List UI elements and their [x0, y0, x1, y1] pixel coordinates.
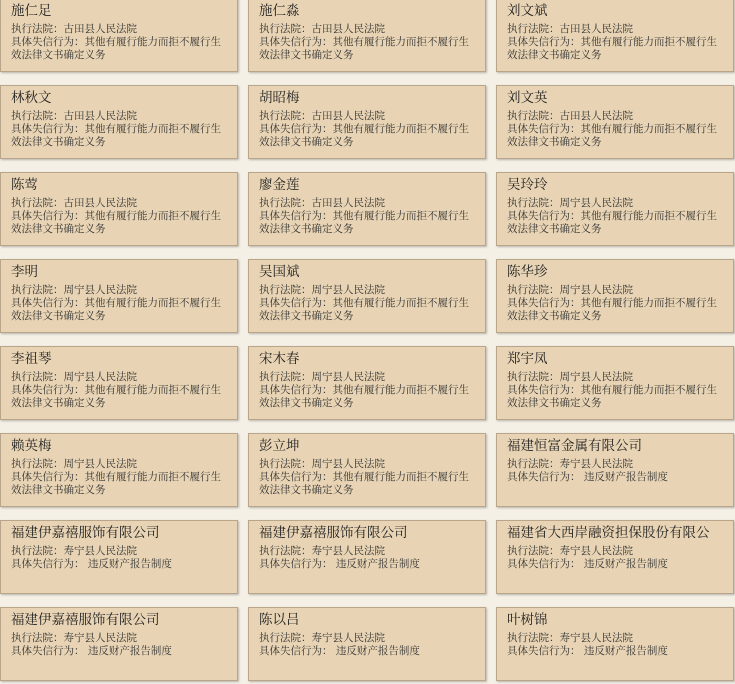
court-line	[507, 284, 727, 297]
court-label: 执行法院：	[507, 632, 560, 644]
behavior-value: 其他有履行能力而拒不履行生效法律文书确定义务	[507, 297, 717, 322]
record-name[interactable]: 陈莺	[11, 177, 38, 193]
court-label: 执行法院：	[11, 23, 64, 35]
behavior-value: 违反财产报告制度	[84, 558, 172, 570]
court-value: 周宁县人民法院	[559, 197, 633, 209]
record-name[interactable]: 陈以吕	[259, 612, 300, 628]
behavior-label: 具体失信行为：	[259, 36, 333, 48]
court-label: 执行法院：	[11, 110, 64, 122]
record-card[interactable]	[248, 85, 486, 159]
behavior-value: 违反财产报告制度	[580, 645, 668, 657]
behavior-value: 违反财产报告制度	[580, 558, 668, 570]
dishonest-behavior-line	[507, 471, 727, 484]
court-label: 执行法院：	[259, 23, 312, 35]
court-label: 执行法院：	[259, 110, 312, 122]
court-value: 周宁县人民法院	[63, 371, 137, 383]
court-label: 执行法院：	[507, 110, 560, 122]
court-value: 寿宁县人民法院	[63, 632, 137, 644]
court-label: 执行法院：	[11, 458, 64, 470]
court-label: 执行法院：	[11, 632, 64, 644]
dishonest-behavior-line	[259, 36, 479, 62]
record-name[interactable]: 叶树锦	[507, 612, 548, 628]
record-name[interactable]: 郑宇凤	[507, 351, 548, 367]
court-line	[507, 110, 727, 123]
record-name[interactable]: 胡昭梅	[259, 90, 300, 106]
record-name[interactable]: 陈华珍	[507, 264, 548, 280]
court-value: 周宁县人民法院	[559, 371, 633, 383]
record-card[interactable]	[0, 85, 238, 159]
court-line	[507, 545, 727, 558]
record-name[interactable]: 施仁足	[11, 3, 52, 19]
behavior-value: 违反财产报告制度	[332, 558, 420, 570]
behavior-label: 具体失信行为：	[259, 558, 333, 570]
dishonest-behavior-line	[11, 558, 231, 571]
behavior-value: 其他有履行能力而拒不履行生效法律文书确定义务	[507, 210, 717, 235]
record-card[interactable]	[0, 520, 238, 594]
dishonest-behavior-line	[11, 36, 231, 62]
court-value: 寿宁县人民法院	[559, 458, 633, 470]
court-line	[11, 632, 231, 645]
dishonest-behavior-line	[259, 297, 479, 323]
record-name[interactable]: 刘文斌	[507, 3, 548, 19]
behavior-value: 违反财产报告制度	[332, 645, 420, 657]
dishonest-behavior-line	[259, 471, 479, 497]
behavior-value: 其他有履行能力而拒不履行生效法律文书确定义务	[11, 36, 221, 61]
court-value: 古田县人民法院	[311, 110, 385, 122]
dishonest-behavior-line	[507, 384, 727, 410]
court-value: 周宁县人民法院	[559, 284, 633, 296]
court-value: 寿宁县人民法院	[311, 632, 385, 644]
record-card[interactable]	[248, 0, 486, 72]
dishonest-behavior-line	[507, 210, 727, 236]
court-line	[11, 23, 231, 36]
record-name[interactable]: 彭立坤	[259, 438, 300, 454]
behavior-value: 其他有履行能力而拒不履行生效法律文书确定义务	[259, 297, 469, 322]
court-value: 周宁县人民法院	[311, 371, 385, 383]
behavior-label: 具体失信行为：	[507, 384, 581, 396]
behavior-label: 具体失信行为：	[259, 384, 333, 396]
behavior-label: 具体失信行为：	[11, 36, 85, 48]
dishonest-behavior-line	[259, 210, 479, 236]
court-value: 古田县人民法院	[63, 23, 137, 35]
behavior-value: 其他有履行能力而拒不履行生效法律文书确定义务	[259, 123, 469, 148]
behavior-label: 具体失信行为：	[259, 645, 333, 657]
court-value: 古田县人民法院	[559, 23, 633, 35]
court-label: 执行法院：	[259, 545, 312, 557]
court-line	[507, 632, 727, 645]
court-line	[259, 197, 479, 210]
court-value: 古田县人民法院	[63, 110, 137, 122]
court-line	[259, 545, 479, 558]
record-card[interactable]	[248, 607, 486, 681]
court-value: 古田县人民法院	[311, 23, 385, 35]
court-label: 执行法院：	[11, 545, 64, 557]
court-line	[507, 23, 727, 36]
court-label: 执行法院：	[507, 371, 560, 383]
behavior-label: 具体失信行为：	[259, 471, 333, 483]
record-name[interactable]: 吴国斌	[259, 264, 300, 280]
court-value: 周宁县人民法院	[311, 458, 385, 470]
behavior-label: 具体失信行为：	[507, 645, 581, 657]
court-line	[259, 284, 479, 297]
behavior-label: 具体失信行为：	[259, 210, 333, 222]
dishonest-behavior-line	[507, 558, 727, 571]
behavior-label: 具体失信行为：	[11, 297, 85, 309]
record-card[interactable]	[248, 433, 486, 507]
record-card[interactable]	[0, 433, 238, 507]
record-card[interactable]	[248, 172, 486, 246]
court-value: 古田县人民法院	[311, 197, 385, 209]
behavior-label: 具体失信行为：	[11, 471, 85, 483]
behavior-label: 具体失信行为：	[259, 297, 333, 309]
court-label: 执行法院：	[259, 632, 312, 644]
behavior-label: 具体失信行为：	[11, 645, 85, 657]
dishonest-behavior-line	[259, 558, 479, 571]
record-card[interactable]	[496, 433, 734, 507]
record-name[interactable]: 赖英梅	[11, 438, 52, 454]
dishonest-behavior-line	[11, 297, 231, 323]
behavior-value: 其他有履行能力而拒不履行生效法律文书确定义务	[507, 36, 717, 61]
record-name[interactable]: 施仁淼	[259, 3, 300, 19]
court-value: 寿宁县人民法院	[63, 545, 137, 557]
record-card[interactable]	[248, 259, 486, 333]
behavior-value: 其他有履行能力而拒不履行生效法律文书确定义务	[11, 384, 221, 409]
court-value: 周宁县人民法院	[63, 284, 137, 296]
court-label: 执行法院：	[507, 197, 560, 209]
dishonest-behavior-line	[507, 36, 727, 62]
behavior-value: 违反财产报告制度	[84, 645, 172, 657]
behavior-value: 其他有履行能力而拒不履行生效法律文书确定义务	[259, 210, 469, 235]
court-line	[11, 545, 231, 558]
record-name[interactable]: 刘文英	[507, 90, 548, 106]
record-card[interactable]	[496, 259, 734, 333]
record-card[interactable]	[496, 85, 734, 159]
dishonest-behavior-line	[507, 123, 727, 149]
court-line	[11, 458, 231, 471]
court-line	[11, 371, 231, 384]
dishonest-behavior-line	[11, 645, 231, 658]
behavior-label: 具体失信行为：	[507, 297, 581, 309]
behavior-value: 其他有履行能力而拒不履行生效法律文书确定义务	[259, 471, 469, 496]
court-value: 寿宁县人民法院	[559, 632, 633, 644]
record-name[interactable]: 福建恒富金属有限公司	[507, 438, 642, 454]
court-value: 古田县人民法院	[559, 110, 633, 122]
record-card[interactable]	[0, 0, 238, 72]
record-name[interactable]: 福建伊嘉禧服饰有限公司	[11, 525, 160, 541]
dishonest-behavior-line	[507, 645, 727, 658]
record-card[interactable]	[248, 346, 486, 420]
dishonest-behavior-line	[11, 210, 231, 236]
behavior-label: 具体失信行为：	[507, 558, 581, 570]
record-card[interactable]	[496, 172, 734, 246]
court-label: 执行法院：	[259, 371, 312, 383]
behavior-value: 其他有履行能力而拒不履行生效法律文书确定义务	[259, 36, 469, 61]
court-line	[11, 197, 231, 210]
court-value: 寿宁县人民法院	[311, 545, 385, 557]
court-line	[507, 197, 727, 210]
court-label: 执行法院：	[259, 284, 312, 296]
record-card[interactable]	[0, 259, 238, 333]
record-name[interactable]: 福建省大西岸融资担保股份有限公	[507, 525, 710, 541]
court-label: 执行法院：	[507, 284, 560, 296]
court-line	[259, 458, 479, 471]
record-card[interactable]	[496, 346, 734, 420]
record-card[interactable]	[496, 607, 734, 681]
record-card[interactable]	[496, 520, 734, 594]
court-label: 执行法院：	[259, 197, 312, 209]
dishonest-behavior-line	[11, 123, 231, 149]
court-line	[259, 371, 479, 384]
court-value: 古田县人民法院	[63, 197, 137, 209]
court-line	[11, 110, 231, 123]
behavior-value: 其他有履行能力而拒不履行生效法律文书确定义务	[11, 210, 221, 235]
court-label: 执行法院：	[507, 23, 560, 35]
dishonest-behavior-line	[259, 384, 479, 410]
record-card[interactable]	[248, 520, 486, 594]
court-label: 执行法院：	[11, 371, 64, 383]
court-line	[259, 632, 479, 645]
behavior-value: 其他有履行能力而拒不履行生效法律文书确定义务	[11, 297, 221, 322]
behavior-value: 其他有履行能力而拒不履行生效法律文书确定义务	[507, 384, 717, 409]
behavior-label: 具体失信行为：	[507, 123, 581, 135]
behavior-label: 具体失信行为：	[11, 123, 85, 135]
record-card[interactable]	[0, 607, 238, 681]
court-label: 执行法院：	[507, 458, 560, 470]
record-card[interactable]	[496, 0, 734, 72]
court-label: 执行法院：	[259, 458, 312, 470]
record-name[interactable]: 林秋文	[11, 90, 52, 106]
court-label: 执行法院：	[11, 284, 64, 296]
behavior-label: 具体失信行为：	[259, 123, 333, 135]
behavior-label: 具体失信行为：	[507, 471, 581, 483]
record-card[interactable]	[0, 346, 238, 420]
dishonest-behavior-line	[11, 471, 231, 497]
record-name[interactable]: 福建伊嘉禧服饰有限公司	[259, 525, 408, 541]
court-value: 周宁县人民法院	[311, 284, 385, 296]
record-card[interactable]	[0, 172, 238, 246]
record-name[interactable]: 福建伊嘉禧服饰有限公司	[11, 612, 160, 628]
behavior-label: 具体失信行为：	[11, 558, 85, 570]
record-name[interactable]: 吴玲玲	[507, 177, 548, 193]
court-value: 寿宁县人民法院	[559, 545, 633, 557]
record-name[interactable]: 李明	[11, 264, 38, 280]
court-value: 周宁县人民法院	[63, 458, 137, 470]
court-label: 执行法院：	[507, 545, 560, 557]
behavior-label: 具体失信行为：	[11, 384, 85, 396]
court-line	[259, 110, 479, 123]
behavior-value: 违反财产报告制度	[580, 471, 668, 483]
behavior-label: 具体失信行为：	[507, 210, 581, 222]
court-line	[11, 284, 231, 297]
court-label: 执行法院：	[11, 197, 64, 209]
dishonest-behavior-line	[11, 384, 231, 410]
court-line	[507, 371, 727, 384]
record-name[interactable]: 宋木春	[259, 351, 300, 367]
dishonest-behavior-line	[507, 297, 727, 323]
behavior-value: 其他有履行能力而拒不履行生效法律文书确定义务	[11, 123, 221, 148]
court-line	[259, 23, 479, 36]
record-name[interactable]: 廖金莲	[259, 177, 300, 193]
court-line	[507, 458, 727, 471]
behavior-value: 其他有履行能力而拒不履行生效法律文书确定义务	[259, 384, 469, 409]
behavior-label: 具体失信行为：	[507, 36, 581, 48]
record-name[interactable]: 李祖琴	[11, 351, 52, 367]
behavior-value: 其他有履行能力而拒不履行生效法律文书确定义务	[11, 471, 221, 496]
behavior-value: 其他有履行能力而拒不履行生效法律文书确定义务	[507, 123, 717, 148]
behavior-label: 具体失信行为：	[11, 210, 85, 222]
dishonest-behavior-line	[259, 123, 479, 149]
dishonest-behavior-line	[259, 645, 479, 658]
